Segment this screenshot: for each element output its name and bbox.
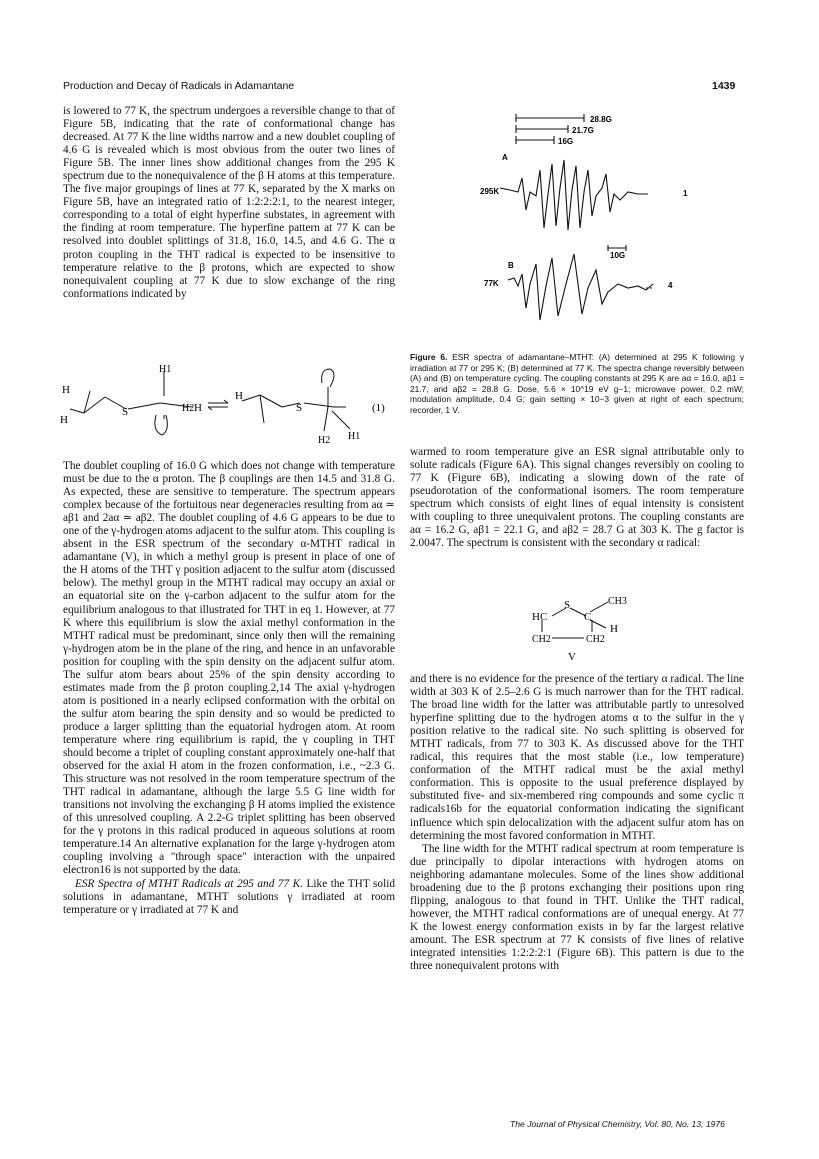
eq-atom-h1-top: H1 [159,364,172,375]
struct-atom-ch2-right: CH2 [586,634,605,645]
left-column-top [63,105,395,301]
temp-label-b: 77K [484,279,499,288]
right-para-3: The line width for the MTHT radical spectrum at room temperature is due principally to dipolar interactions with hydrogen atoms on neighboring adamantane molecules. Some of the lines show additional broadening due to the β protons exchanging their positions upon ring flipping, analogous to that found in THT. Unlike the THT radical, however, the MTHT radical conformations are of unequal energy. At 77 K the lowest energy conformation exists in by far the largest relative amount. The ESR spectrum at 77 K consists of five lines of relative integrated intensities 1:2:2:2:1 (Figure 6B). This pattern is due to the three nonequivalent protons with [410,842,744,973]
gain-label-a: 1 [683,189,688,198]
eq-atom-h-2: H [60,414,68,426]
figure-6-caption [410,352,744,416]
equation-1-diagram [60,363,400,448]
gain-label-b: 4 [668,281,673,290]
spectrum-b-trace [508,254,653,320]
structure-v-diagram [530,590,640,670]
right-column-top [410,446,744,550]
figure-6-esr-spectra [478,108,748,340]
left-para-2: The doublet coupling of 16.0 G which does not change with temperature must be due to the α proton. The β couplings are then 14.5 and 31.8 G. As expected, these are sensitive to temperature. The spectrum appears complex because of the fortuitous near degeneracies resulting from aα ≃ aβ1 and 2aα ≃ aβ2. The doublet coupling of 4.6 G appears to be due to one of the γ-hydrogen atoms adjacent to the sulfur atom. This coupling is absent in the ESR spectrum of the secondary α-MTHT radical in adamantane (V), in which a methyl group is present in place of one of the H atoms of the THT γ position adjacent to the sulfur atom (discussed below). The methyl group in the MTHT radical may occupy an axial or an equatorial site on the γ-carbon adjacent to the sulfur atom for the equilibrium analogous to that illustrated for THT in eq 1. However, at 77 K where this equilibrium is slow the axial methyl conformation in the MTHT radical must be predominant, since only then will the remaining γ-hydrogen atom be in the plane of the ring, and hence in an unfavorable position for coupling with the spin density on the adjacent sulfur atom. The sulfur atom bears about 25% of the spin density according to estimates made from the β proton coupling.2,14 The axial γ-hydrogen atom is positioned in a nearly eclipsed conformation with the orbital on the sulfur atom bearing the spin density and so would be predicted to produce a larger splitting than the equatorial hydrogen atom. At room temperature where ring equilibrium is rapid, the γ coupling in THT should become a triplet of coupling constant approximately one-half that observed for the axial H atom in the frozen conformation, i.e., ~2.3 G. This structure was not resolved in the room temperature spectrum of the THT radical in adamantane, although the large 5.5 G line width for transitions not involving the exchanging β H atoms implied the existence of this unresolved coupling. A 2.2-G triplet splitting has been observed for the γ protons in this radical produced in aqueous solutions at room temperature.14 An alternative explanation for the large γ-hydrogen atom coupling involving a "through space" interaction with the unpaired electron16 is not supported by the data. [63,460,395,877]
eq-atom-s-1: S [122,406,129,418]
eq-atom-h2-bottom: H2 [318,435,331,446]
struct-atom-c: C [584,611,592,623]
scale-label-2: 21.7G [572,126,594,135]
eq-number: (1) [372,402,385,414]
panel-label-b: B [508,261,514,270]
left-column-main [63,460,395,917]
struct-atom-s: S [564,599,571,611]
struct-label-v: V [568,651,576,663]
scale-label-3: 16G [558,137,574,146]
left-para-1: is lowered to 77 K, the spectrum undergoes a reversible change to that of Figure 5B, indicating that the rate of conformational change has decreased. At 77 K the line widths narrow and a new doublet coupling of 4.6 G is revealed which is most obvious from the outer two lines of Figure 5B. The inner lines show additional changes from the 295 K spectrum due to the nonequivalence of the β H atoms at this temperature. The five major groupings of lines at 77 K, separated by the X marks on Figure 5B, have an integrated ratio of 1:2:2:2:1, to the nearest integer, corresponding to a total of eight hyperfine substates, in agreement with the finding at room temperature. The hyperfine pattern at 77 K can be resolved into doublet splittings of 31.8, 16.0, 14.5, and 4.6 G. The α proton coupling in the THT radical is expected to be insensitive to temperature relative to the β protons, which are expected to show nonequivalent coupling at 77 K due to slow exchange of the ring conformations indicated by [63,105,395,300]
eq-atom-h-4: H [235,390,243,402]
caption-label: Figure 6. [410,352,448,362]
eq-atom-h2-left: H2 [182,403,195,414]
eq-atom-h-3: H [194,402,202,414]
right-para-2: and there is no evidence for the presence of the tertiary α radical. The line width at 303 K of 2.5–2.6 G is much narrower than for the THT radical. The broad line width for the latter was attributable partly to unresolved hyperfine splitting due to the hydrogen atoms α to the sulfur in the γ position relative to the radical site. No such splitting is observed for MTHT radicals, from 77 to 303 K. As discussed above for the THT radical, this requires that the most stable (i.e., low temperature) conformation of the MTHT radical must be the axial methyl conformation. This is opposite to the usual preference displayed by substituted five- and six-membered ring compounds and some cyclic π radicals16b for the equatorial conformation indicating the significant influence which spin delocalization with the adjacent sulfur atom has on determining the most favored conformation in MTHT. [410,673,744,842]
running-title: Production and Decay of Radicals in Adamantane [63,80,295,92]
struct-atom-hc: HC [532,611,548,623]
journal-footer: The Journal of Physical Chemistry, Vol. 80, No. 13, 1976 [510,1119,725,1129]
scale-label-1: 28.8G [590,115,612,124]
section-heading-mtht: ESR Spectra of MTHT Radicals at 295 and 77 K. [75,877,303,890]
struct-atom-h: H [610,623,618,635]
scale-label-b: 10G [610,251,626,260]
panel-label-a: A [502,153,508,162]
right-para-1: warmed to room temperature give an ESR signal attributable only to solute radicals (Figure 6A). This signal changes reversibly on cooling to 77 K (Figure 6B), indicating a slowing down of the rate of pseudorotation of the conformational isomers. The room temperature spectrum which consists of eight lines of equal intensity is consistent with coupling to three unequivalent protons. The coupling constants are aα = 16.2 G, aβ1 = 22.1 G, and aβ2 = 28.7 G at 303 K. The g factor is 2.0047. The spectrum is consistent with the secondary α radical: [410,446,744,550]
left-para-3 [63,878,395,917]
right-column-main [410,673,744,973]
eq-atom-s-2: S [296,402,303,414]
struct-atom-ch3: CH3 [608,596,627,607]
eq-atom-h1-right: H1 [348,431,361,442]
spectrum-a-trace [500,160,648,230]
left-para-3-body: Like the THT solid solutions in adamantane, MTHT solutions γ irradiated at room temperature or γ irradiated at 77 K and [63,877,396,916]
eq-atom-h-1: H [62,384,70,396]
page-number: 1439 [712,80,736,92]
struct-atom-ch2-left: CH2 [532,634,551,645]
caption-text: ESR spectra of adamantane–MTHT: (A) determined at 295 K following γ irradiation at 77 or 295 K; (B) determined at 77 K. The spectra change reversibly between (A) and (B) on temperature cycling. The coupling constants at 295 K are aα = 16.0, aβ1 = 21.7, and aβ2 = 28.8 G. Dose, 5.6 × 10^19 eV g−1; microwave power, 0.2 mW; modulation amplitude, 0.4 G; gain setting × 10−3 given at right of each spectrum; recorder, 1 V. [410,352,745,415]
temp-label-a: 295K [480,187,500,196]
